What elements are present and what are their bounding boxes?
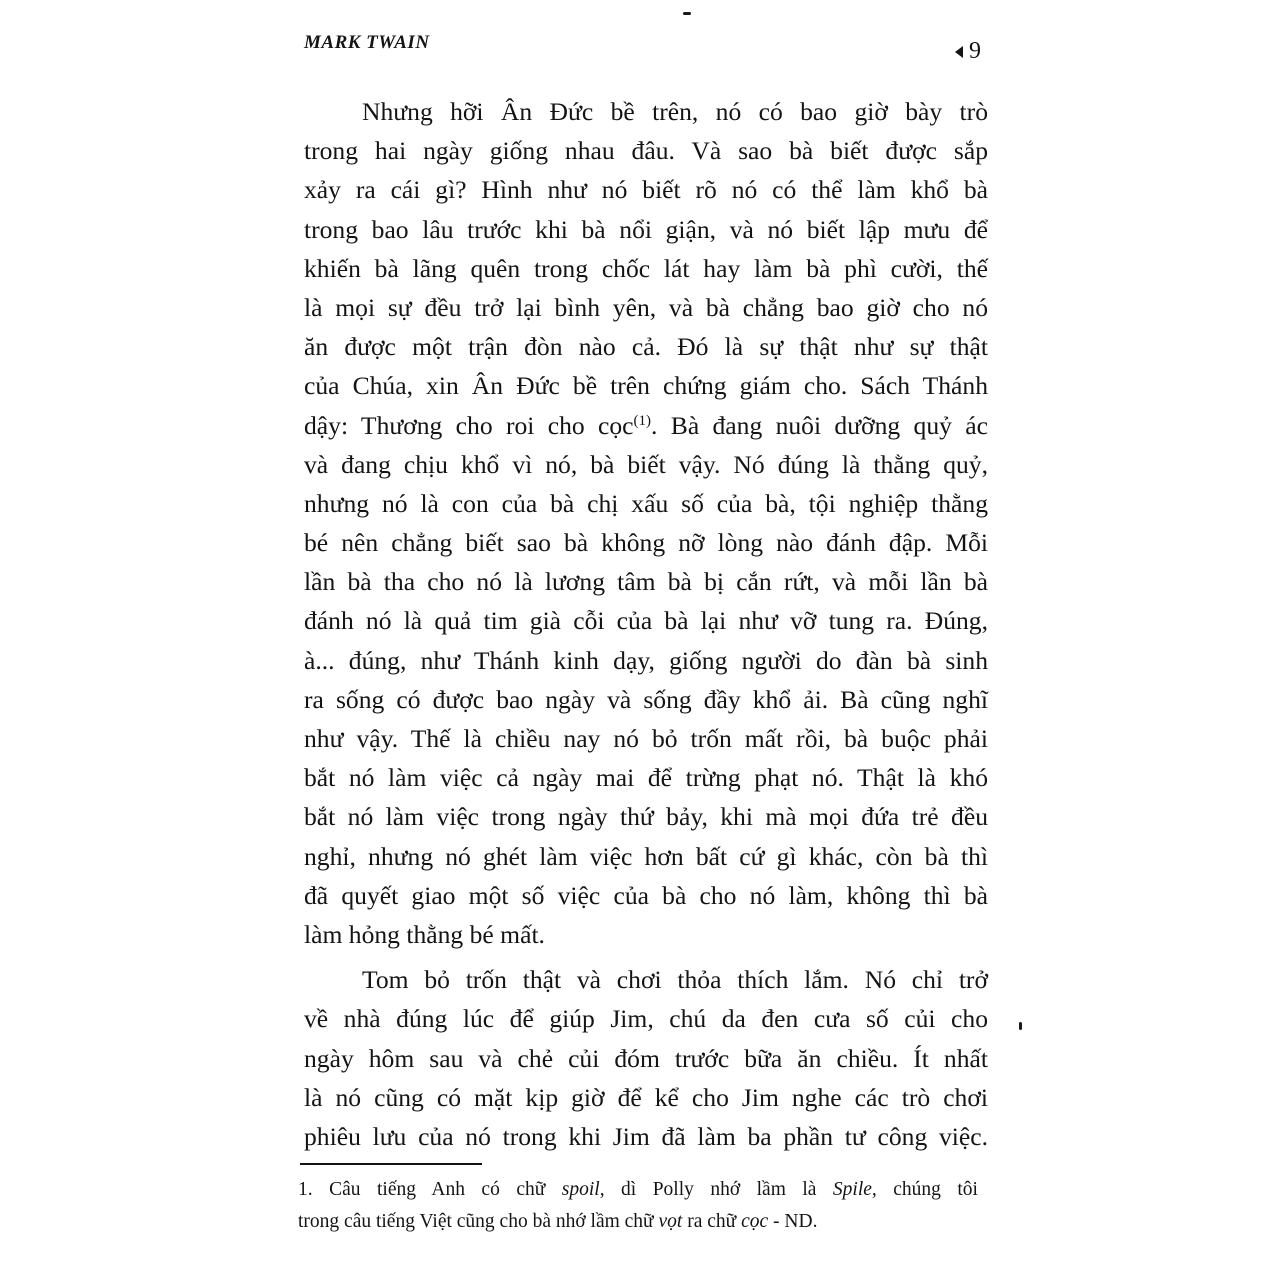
print-speck — [1019, 1022, 1022, 1030]
text-line: ra sống có được bao ngày và sống đầy khổ ải. Bà cũng nghĩ — [304, 684, 988, 714]
footnote-italic: cọc — [741, 1211, 769, 1232]
text-line: xảy ra cái gì? Hình như nó biết rõ nó có thể làm khổ bà — [304, 175, 988, 205]
page-number-block — [955, 38, 981, 65]
body-text — [304, 92, 988, 1156]
footnote-italic: spoil — [561, 1179, 600, 1200]
footnote-line — [298, 1174, 978, 1206]
footnote-marker: (1) — [633, 412, 652, 429]
text-line: Tom bỏ trốn thật và chơi thỏa thích lắm. Nó chỉ trở — [362, 965, 988, 995]
footnote-italic: Spile — [832, 1179, 872, 1200]
footnote-line — [298, 1206, 978, 1238]
text-line: đánh nó là quả tim già cỗi của bà lại như vỡ tung ra. Đúng, — [304, 606, 988, 636]
footnote-text: , dì Polly nhớ lầm là — [599, 1179, 833, 1200]
text-line: về nhà đúng lúc để giúp Jim, chú da đen cưa số củi cho — [304, 1004, 988, 1034]
footnote-text: trong câu tiếng Việt cũng cho bà nhớ lầm chữ — [298, 1211, 659, 1232]
footnote-italic: vọt — [658, 1211, 683, 1232]
text-segment: dậy: Thương cho roi cho cọc — [304, 410, 634, 440]
footnote-text: , chúng tôi — [871, 1179, 978, 1200]
text-line: trong hai ngày giống nhau đâu. Và sao bà biết được sắp — [304, 136, 988, 166]
text-line: làm hỏng thằng bé mất. — [304, 919, 545, 949]
page-number: 9 — [969, 38, 981, 64]
text-line-with-footnote — [304, 406, 988, 445]
text-line: Nhưng hỡi Ân Đức bề trên, nó có bao giờ bày trò — [362, 97, 988, 126]
footnote-text: - ND. — [768, 1211, 818, 1232]
text-line: bắt nó làm việc cả ngày mai để trừng phạt nó. Thật là khó — [304, 763, 988, 793]
footnote-divider — [300, 1163, 482, 1165]
text-line: là nó cũng có mặt kịp giờ để kể cho Jim nghe các trò chơi — [304, 1082, 988, 1112]
text-line: à... đúng, như Thánh kinh dạy, giống người do đàn bà sinh — [304, 645, 988, 675]
text-line: ngày hôm sau và chẻ củi đóm trước bữa ăn chiều. Ít nhất — [304, 1043, 988, 1073]
text-line: phiêu lưu của nó trong khi Jim đã làm ba phần tư công việc. — [304, 1121, 988, 1151]
text-line: và đang chịu khổ vì nó, bà biết vậy. Nó đúng là thằng quỷ, — [304, 449, 988, 479]
text-line: đã quyết giao một số việc của bà cho nó làm, không thì bà — [304, 880, 988, 910]
text-line: bé nên chẳng biết sao bà không nỡ lòng nào đánh đập. Mỗi — [304, 528, 988, 558]
print-speck — [683, 12, 691, 15]
footnote-text: ra chữ — [682, 1211, 742, 1232]
text-line: trong bao lâu trước khi bà nổi giận, và nó biết lập mưu để — [304, 214, 988, 244]
text-line: như vậy. Thế là chiều nay nó bỏ trốn mất rồi, bà buộc phải — [304, 724, 988, 753]
text-line: của Chúa, xin Ân Đức bề trên chứng giám cho. Sách Thánh — [304, 371, 988, 401]
text-line: bắt nó làm việc trong ngày thứ bảy, khi mà mọi đứa trẻ đều — [304, 802, 988, 832]
text-line: khiến bà lãng quên trong chốc lát hay làm bà phì cười, thế — [304, 253, 988, 283]
text-segment: . Bà đang nuôi dưỡng quỷ ác — [651, 410, 988, 440]
text-line: là mọi sự đều trở lại bình yên, và bà chẳng bao giờ cho nó — [304, 292, 988, 322]
footnote-text: 1. Câu tiếng Anh có chữ — [298, 1179, 562, 1200]
text-line: lần bà tha cho nó là lương tâm bà bị cắn rứt, và mỗi lần bà — [304, 567, 988, 597]
running-head: MARK TWAIN — [304, 32, 430, 53]
text-line: ăn được một trận đòn nào cả. Đó là sự thật như sự thật — [304, 332, 988, 362]
text-line: nhưng nó là con của bà chị xấu số của bà, tội nghiệp thằng — [304, 488, 988, 518]
footnote — [298, 1174, 978, 1238]
text-line: nghỉ, nhưng nó ghét làm việc hơn bất cứ gì khác, còn bà thì — [304, 841, 988, 871]
triangle-left-icon — [955, 46, 963, 58]
